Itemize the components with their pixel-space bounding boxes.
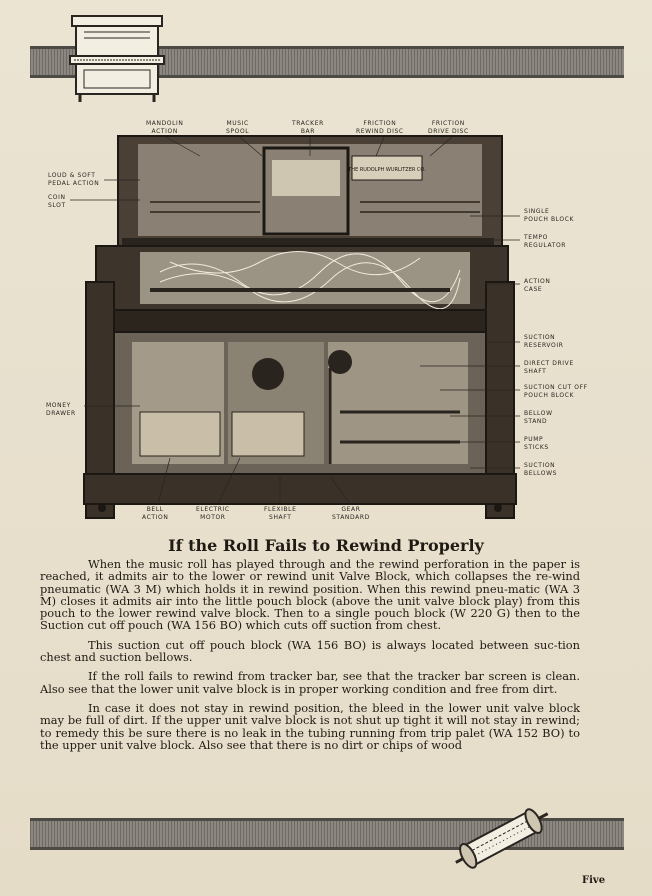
- paragraph: This suction cut off pouch block (WA 156 BO) is always located between suc-tion chest and suction bellows.: [40, 637, 580, 665]
- maker-plate: THE RUDOLPH WURLITZER CO.: [348, 167, 426, 173]
- callout-suction-cutoff-pouch-block: SUCTION CUT OFF POUCH BLOCK: [524, 384, 588, 399]
- upright-piano-icon: [66, 12, 168, 104]
- callout-bell-action: BELL ACTION: [142, 506, 169, 521]
- callout-action-case: ACTION CASE: [524, 278, 551, 293]
- callout-bellow-stand: BELLOW STAND: [524, 410, 553, 425]
- callout-friction-rewind-disc: FRICTION REWIND DISC: [356, 120, 404, 135]
- callout-loud-soft-pedal-action: LOUD & SOFT PEDAL ACTION: [48, 172, 100, 187]
- callout-flexible-shaft: FLEXIBLE SHAFT: [264, 506, 297, 521]
- piano-mechanism-figure: [0, 112, 652, 532]
- page-number: Five: [582, 875, 606, 886]
- callout-single-pouch-block: SINGLE POUCH BLOCK: [524, 208, 575, 223]
- paragraph: In case it does not stay in rewind position, the bleed in the lower unit valve block may be full of dirt. If the upper unit valve block is not shut up tight it will not stay in rewind; to remedy this be sure there is no leak in the tubing running from trip palet (WA 152 BO) to the upper unit valve block. Also see that there is no dirt or chips of wood: [40, 700, 580, 752]
- callout-direct-drive-shaft: DIRECT DRIVE SHAFT: [524, 360, 574, 375]
- body-text: [40, 558, 580, 758]
- callout-suction-bellows: SUCTION BELLOWS: [524, 462, 558, 477]
- paragraph: When the music roll has played through and the rewind perforation in the paper is reached, it admits air to the lower or rewind unit Valve Block, which collapses the re-wind pneumatic (WA 3 M) which holds it in rewind position. When this rewind pneu-matic (WA 3 M) closes it admits air into the little pouch block (above the unit valve block play) from this pouch to the lower rewind valve block. Then to a single pouch block (W 220 G) then to the Suction cut off pouch (WA 156 BO) which cuts off suction from chest.: [40, 557, 580, 633]
- section-heading: If the Roll Fails to Rewind Properly: [168, 536, 484, 555]
- callout-mandolin-action: MANDOLIN ACTION: [146, 120, 184, 135]
- callout-friction-drive-disc: FRICTION DRIVE DISC: [428, 120, 469, 135]
- music-roll-icon: [448, 800, 560, 876]
- paragraph: If the roll fails to rewind from tracker bar, see that the tracker bar screen is clean. Also see that the lower unit valve block is in proper working condition and free from dirt.: [40, 669, 580, 696]
- callout-coin-slot: COIN SLOT: [48, 194, 66, 209]
- callout-music-spool: MUSIC SPOOL: [226, 120, 250, 135]
- callout-tracker-bar: TRACKER BAR: [292, 120, 324, 135]
- callout-pump-sticks: PUMP STICKS: [524, 436, 549, 451]
- callout-gear-standard: GEAR STANDARD: [332, 506, 370, 521]
- callout-money-drawer: MONEY DRAWER: [46, 402, 76, 417]
- callout-tempo-regulator: TEMPO REGULATOR: [524, 234, 567, 249]
- callout-electric-motor: ELECTRIC MOTOR: [196, 506, 230, 521]
- callout-suction-reservoir: SUCTION RESERVOIR: [524, 334, 564, 349]
